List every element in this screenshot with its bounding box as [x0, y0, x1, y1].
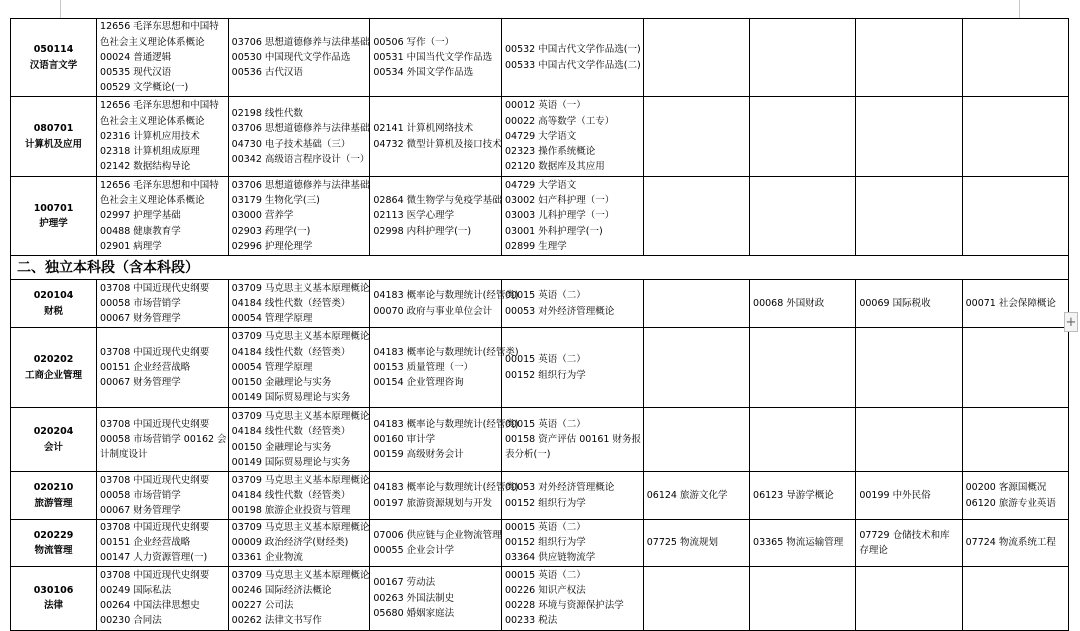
- course-line: 02113 医学心理学: [373, 210, 455, 222]
- course-line: 04183 概率论与数理统计(经管类): [373, 346, 519, 358]
- add-row-button[interactable]: +: [1064, 312, 1078, 332]
- course-line: 00151 企业经营战略: [100, 537, 191, 549]
- course-line: 00233 税法: [505, 615, 558, 627]
- course-cell: [97, 280, 229, 328]
- course-cell: [962, 408, 1068, 472]
- course-cell: [370, 97, 502, 177]
- course-line: 03708 中国近现代史纲要: [100, 474, 210, 486]
- course-line: 00536 古代汉语: [231, 67, 303, 79]
- major-row: [11, 280, 1069, 328]
- course-cell: [750, 280, 856, 328]
- major-code: 050114: [33, 44, 74, 56]
- course-cell: [750, 97, 856, 177]
- course-line: 00149 国际贸易理论与实务: [231, 456, 351, 468]
- course-line: 00147 人力资源管理(一): [100, 552, 208, 564]
- course-line: 表分析(一): [505, 449, 551, 461]
- course-cell: [228, 328, 370, 408]
- course-line: 00022 高等数学（工专）: [505, 115, 615, 127]
- course-cell: [962, 19, 1068, 97]
- course-line: 00152 组织行为学: [505, 369, 586, 381]
- major-name: 旅游管理: [34, 497, 73, 509]
- course-line: 00150 金融理论与实务: [231, 377, 332, 389]
- major-cell: [11, 566, 97, 630]
- course-line: 00228 环境与资源保护法学: [505, 600, 624, 612]
- course-line: 00532 中国古代文学作品选(一): [505, 44, 641, 56]
- course-line: 00506 写作（一）: [373, 36, 455, 48]
- course-line: 00053 对外经济管理概论: [505, 482, 615, 494]
- course-cell: [502, 472, 644, 520]
- course-cell: [643, 520, 749, 567]
- course-line: 00264 中国法律思想史: [100, 600, 200, 612]
- course-line: 03000 营养学: [231, 210, 294, 222]
- course-line: 02141 计算机网络技术: [373, 123, 474, 135]
- course-line: 00227 公司法: [231, 600, 294, 612]
- course-line: 03708 中国近现代史纲要: [100, 569, 210, 581]
- course-cell: [502, 520, 644, 567]
- course-cell: [97, 19, 229, 97]
- course-cell: [228, 520, 370, 567]
- course-cell: [228, 566, 370, 630]
- course-line: 00249 国际私法: [100, 584, 172, 596]
- course-line: 00015 英语（二）: [505, 418, 586, 430]
- course-line: 03002 妇产科护理（一）: [505, 195, 615, 207]
- major-row: [11, 19, 1069, 97]
- course-line: 存理论: [859, 544, 888, 556]
- course-line: 05680 婚姻家庭法: [373, 607, 455, 619]
- course-cell: [502, 566, 644, 630]
- course-cell: [370, 19, 502, 97]
- course-cell: [228, 97, 370, 177]
- course-line: 04183 概率论与数理统计(经管类): [373, 482, 519, 494]
- course-cell: [502, 280, 644, 328]
- course-line: 03179 生物化学(三): [231, 195, 320, 207]
- course-cell: [856, 408, 962, 472]
- course-cell: [856, 177, 962, 256]
- course-line: 07006 供应链与企业物流管理: [373, 529, 502, 541]
- course-cell: [643, 566, 749, 630]
- major-row: [11, 408, 1069, 472]
- major-code: 030106: [33, 584, 74, 596]
- course-line: 03001 外科护理学(一): [505, 225, 603, 237]
- course-line: 00531 中国当代文学作品选: [373, 51, 493, 63]
- course-line: 04729 大学语文: [505, 130, 577, 142]
- course-line: 02998 内科护理学(一): [373, 225, 472, 237]
- course-line: 03706 思想道德修养与法律基础: [231, 179, 370, 191]
- course-line: 04729 大学语文: [505, 179, 577, 191]
- course-cell: [856, 328, 962, 408]
- course-line: 03709 马克思主义基本原理概论: [231, 282, 370, 294]
- course-line: 00152 组织行为学: [505, 497, 586, 509]
- major-cell: [11, 19, 97, 97]
- course-line: 00263 外国法制史: [373, 592, 455, 604]
- course-line: 03708 中国近现代史纲要: [100, 418, 210, 430]
- course-cell: [750, 566, 856, 630]
- course-cell: [370, 280, 519, 328]
- exam-course-table: [10, 18, 1069, 631]
- course-line: 00199 中外民俗: [859, 489, 931, 501]
- course-line: 02120 数据库及其应用: [505, 161, 605, 173]
- course-line: 00246 国际经济法概论: [231, 584, 332, 596]
- course-line: 03709 马克思主义基本原理概论: [231, 411, 370, 423]
- major-cell: [11, 177, 97, 256]
- major-row: [11, 328, 1069, 408]
- major-cell: [11, 280, 97, 328]
- course-cell: [97, 408, 229, 472]
- course-line: 00533 中国古代文学作品选(二): [505, 59, 641, 71]
- course-cell: [370, 520, 502, 567]
- course-line: 03709 马克思主义基本原理概论: [231, 474, 370, 486]
- major-row: [11, 97, 1069, 177]
- course-line: 07725 物流规划: [646, 537, 718, 549]
- course-cell: [370, 566, 502, 630]
- course-cell: [502, 97, 644, 177]
- course-line: 00226 知识产权法: [505, 584, 586, 596]
- course-line: 03361 企业物流: [231, 552, 303, 564]
- course-line: 色社会主义理论体系概论: [100, 195, 205, 207]
- course-line: 00152 组织行为学: [505, 537, 586, 549]
- course-cell: [643, 280, 749, 328]
- course-line: 04184 线性代数（经管类）: [231, 346, 351, 358]
- course-cell: [228, 472, 370, 520]
- course-line: 04732 微型计算机及接口技术: [373, 138, 502, 150]
- course-cell: [97, 472, 229, 520]
- course-line: 04183 概率论与数理统计(经管类): [373, 418, 519, 430]
- course-line: 06124 旅游文化学: [646, 489, 728, 501]
- course-cell: [856, 520, 962, 567]
- major-code: 080701: [33, 123, 74, 135]
- course-cell: [370, 408, 519, 472]
- course-cell: [856, 280, 962, 328]
- course-line: 02903 药理学(一): [231, 225, 311, 237]
- course-line: 00069 国际税收: [859, 297, 931, 309]
- course-line: 00054 管理学原理: [231, 313, 313, 325]
- course-cell: [97, 566, 229, 630]
- section-header-row: [11, 256, 1069, 280]
- course-cell: [97, 177, 229, 256]
- course-line: 00159 高级财务会计: [373, 449, 464, 461]
- major-code: 020202: [33, 354, 74, 366]
- course-line: 03708 中国近现代史纲要: [100, 346, 210, 358]
- course-line: 00015 英语（二）: [505, 569, 586, 581]
- course-line: 04184 线性代数（经管类）: [231, 426, 351, 438]
- course-line: 00160 审计学: [373, 433, 436, 445]
- course-cell: [97, 97, 229, 177]
- course-line: 02996 护理伦理学: [231, 240, 313, 252]
- course-line: 03706 思想道德修养与法律基础: [231, 36, 370, 48]
- course-line: 00058 市场营销学: [100, 297, 181, 309]
- major-row: [11, 472, 1069, 520]
- page-margin-right: [1019, 0, 1020, 18]
- course-line: 00058 市场营销学: [100, 489, 181, 501]
- course-line: 03709 马克思主义基本原理概论: [231, 522, 370, 533]
- course-line: 00151 企业经营战略: [100, 361, 191, 373]
- course-cell: [643, 472, 749, 520]
- course-line: 计制度设计: [100, 449, 148, 461]
- major-name: 工商企业管理: [25, 369, 83, 381]
- major-name: 财税: [44, 305, 64, 317]
- major-row: [11, 520, 1069, 567]
- major-row: [11, 177, 1069, 256]
- course-line: 00167 劳动法: [373, 577, 436, 589]
- course-line: 00015 英语（二）: [505, 354, 586, 366]
- course-line: 00200 客源国概况: [965, 482, 1047, 494]
- course-line: 00070 政府与事业单位会计: [373, 305, 493, 317]
- major-name: 汉语言文学: [29, 59, 78, 71]
- course-line: 00149 国际贸易理论与实务: [231, 392, 351, 404]
- course-line: 06123 导游学概论: [753, 489, 834, 501]
- course-cell: [370, 177, 502, 256]
- course-line: 07729 仓储技术和库: [859, 529, 950, 541]
- major-cell: [11, 97, 97, 177]
- course-line: 03003 儿科护理学（一）: [505, 210, 615, 222]
- major-name: 物流管理: [34, 544, 73, 556]
- major-code: 020204: [33, 426, 74, 438]
- course-line: 06120 旅游专业英语: [965, 497, 1056, 509]
- course-line: 00230 合同法: [100, 615, 162, 627]
- course-line: 04184 线性代数（经管类）: [231, 297, 351, 309]
- course-cell: [962, 328, 1068, 408]
- course-line: 04184 线性代数（经管类）: [231, 489, 351, 501]
- course-line: 03365 物流运输管理: [753, 537, 844, 549]
- course-line: 02198 线性代数: [231, 108, 303, 120]
- major-name: 会计: [44, 441, 64, 453]
- course-line: 02323 操作系统概论: [505, 146, 596, 158]
- course-cell: [856, 97, 962, 177]
- course-line: 02142 数据结构导论: [100, 161, 191, 173]
- course-cell: [502, 328, 644, 408]
- course-cell: [643, 97, 749, 177]
- course-cell: [643, 408, 749, 472]
- major-cell: [11, 472, 97, 520]
- course-line: 03364 供应链物流学: [505, 552, 596, 564]
- course-cell: [228, 177, 370, 256]
- major-row: [11, 566, 1069, 630]
- major-code: 100701: [33, 202, 74, 214]
- course-line: 色社会主义理论体系概论: [100, 115, 205, 127]
- course-cell: [962, 472, 1068, 520]
- course-cell: [228, 280, 370, 328]
- course-line: 00015 英语（二）: [505, 522, 586, 533]
- course-cell: [750, 19, 856, 97]
- course-cell: [962, 97, 1068, 177]
- course-line: 00054 管理学原理: [231, 361, 313, 373]
- section-title: 二、独立本科段（含本科段）: [11, 256, 1069, 280]
- major-cell: [11, 328, 97, 408]
- course-cell: [643, 177, 749, 256]
- course-line: 03709 马克思主义基本原理概论: [231, 569, 370, 581]
- course-cell: [97, 520, 229, 567]
- course-line: 02997 护理学基础: [100, 210, 181, 222]
- major-cell: [11, 520, 97, 567]
- course-line: 00535 现代汉语: [100, 67, 172, 79]
- course-cell: [962, 520, 1068, 567]
- course-cell: [750, 472, 856, 520]
- major-name: 计算机及应用: [25, 138, 83, 150]
- course-cell: [228, 408, 370, 472]
- course-line: 03706 思想道德修养与法律基础: [231, 123, 370, 135]
- major-name: 护理学: [39, 218, 68, 229]
- course-cell: [856, 566, 962, 630]
- major-cell: [11, 408, 97, 472]
- course-cell: [97, 328, 229, 408]
- course-line: 00068 外国财政: [753, 297, 825, 309]
- course-line: 00488 健康教育学: [100, 225, 181, 237]
- course-cell: [856, 472, 962, 520]
- course-line: 00053 对外经济管理概论: [505, 305, 615, 317]
- course-cell: [370, 472, 519, 520]
- course-line: 02901 病理学: [100, 240, 162, 252]
- major-code: 020229: [33, 529, 74, 541]
- course-line: 00530 中国现代文学作品选: [231, 51, 351, 63]
- course-line: 00342 高级语言程序设计（一）: [231, 153, 370, 165]
- course-line: 03709 马克思主义基本原理概论: [231, 331, 370, 343]
- course-cell: [643, 328, 749, 408]
- page-margin-left: [60, 0, 61, 18]
- course-cell: [502, 177, 644, 256]
- course-line: 00154 企业管理咨询: [373, 377, 464, 389]
- course-line: 07724 物流系统工程: [965, 537, 1056, 549]
- course-cell: [856, 19, 962, 97]
- major-code: 020210: [33, 482, 74, 494]
- course-line: 02864 微生物学与免疫学基础: [373, 195, 502, 207]
- course-cell: [502, 408, 644, 472]
- course-line: 12656 毛泽东思想和中国特: [100, 100, 219, 112]
- course-line: 00197 旅游资源规划与开发: [373, 497, 493, 509]
- course-line: 02899 生理学: [505, 240, 567, 252]
- course-line: 00067 财务管理学: [100, 313, 181, 325]
- course-line: 00262 法律文书写作: [231, 615, 322, 627]
- course-cell: [962, 566, 1068, 630]
- course-cell: [962, 177, 1068, 256]
- course-line: 00058 市场营销学 00162 会: [100, 433, 227, 445]
- course-line: 04730 电子技术基础（三）: [231, 138, 351, 150]
- course-line: 00067 财务管理学: [100, 377, 181, 389]
- course-line: 00024 普通逻辑: [100, 51, 172, 63]
- course-line: 12656 毛泽东思想和中国特: [100, 21, 219, 33]
- major-name: 法律: [44, 600, 64, 612]
- course-line: 色社会主义理论体系概论: [100, 36, 205, 48]
- course-cell: [750, 328, 856, 408]
- course-cell: [750, 408, 856, 472]
- course-cell: [370, 328, 519, 408]
- course-line: 02316 计算机应用技术: [100, 130, 200, 142]
- course-cell: [750, 177, 856, 256]
- course-line: 03708 中国近现代史纲要: [100, 282, 210, 294]
- course-line: 00012 英语（一）: [505, 100, 586, 112]
- course-line: 00067 财务管理学: [100, 505, 181, 517]
- course-line: 00055 企业会计学: [373, 544, 455, 556]
- course-line: 03708 中国近现代史纲要: [100, 522, 210, 533]
- course-line: 00150 金融理论与实务: [231, 441, 332, 453]
- course-line: 00071 社会保障概论: [965, 297, 1056, 309]
- course-line: 04183 概率论与数理统计(经管类): [373, 290, 519, 302]
- course-line: 00198 旅游企业投资与管理: [231, 505, 351, 517]
- course-line: 00015 英语（二）: [505, 290, 586, 302]
- course-cell: [643, 19, 749, 97]
- course-line: 00529 文学概论(一): [100, 82, 189, 94]
- course-line: 02318 计算机组成原理: [100, 146, 200, 158]
- course-cell: [228, 19, 370, 97]
- course-cell: [750, 520, 856, 567]
- course-line: 00158 资产评估 00161 财务报: [505, 433, 642, 445]
- course-line: 00534 外国文学作品选: [373, 67, 474, 79]
- major-code: 020104: [33, 290, 74, 302]
- course-cell: [502, 19, 644, 97]
- course-line: 12656 毛泽东思想和中国特: [100, 179, 219, 191]
- course-line: 00153 质量管理（一）: [373, 361, 474, 373]
- course-cell: [962, 280, 1068, 328]
- course-line: 00009 政治经济学(财经类): [231, 537, 349, 549]
